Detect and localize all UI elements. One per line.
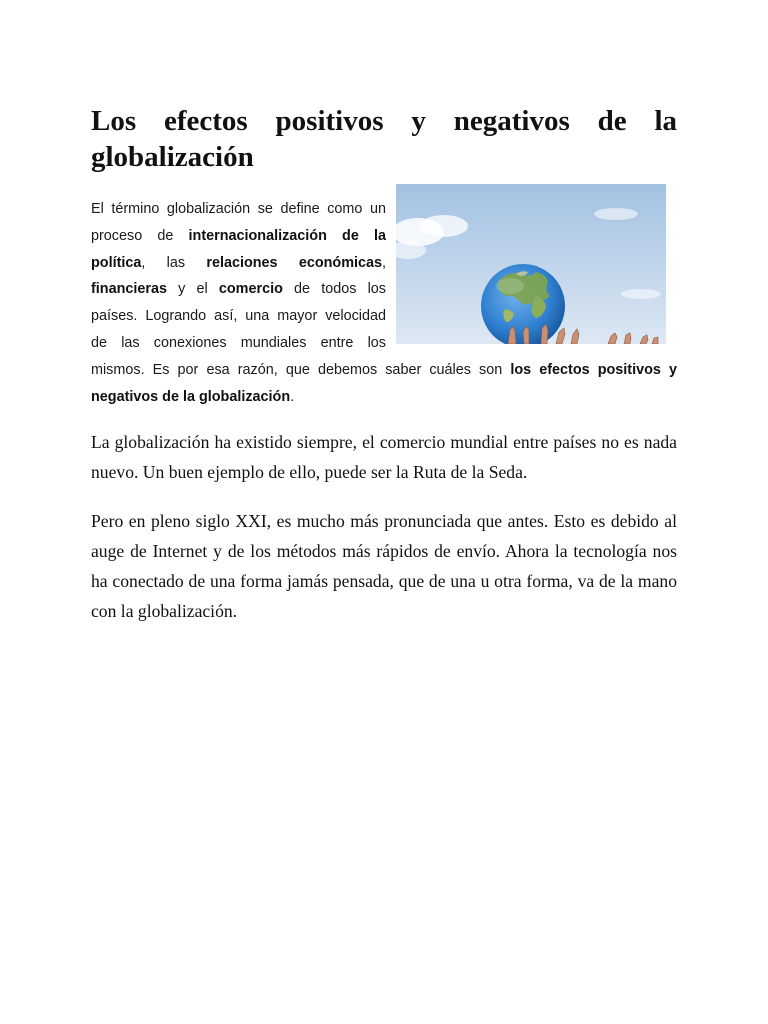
intro-text-4: y el — [167, 281, 219, 298]
intro-bold-5: los efectos positivos y negativos de la globalización — [91, 361, 677, 405]
intro-text-3: , — [382, 254, 387, 271]
intro-bold-3: financieras — [91, 281, 167, 298]
intro-text-2: , las — [141, 254, 207, 271]
body-paragraph-21st-century: Pero en pleno siglo XXI, es mucho más pronunciada que antes. Esto es debido al auge de Internet y de los métodos más rápidos de envío. Ahora la tecnología nos ha conectado de una forma jamás pensada, que de una u otra forma, va de la mano con la globalización. — [91, 511, 677, 621]
globe-image — [396, 184, 666, 344]
intro-text-6: . — [290, 388, 295, 405]
intro-text-1: El término globalización se define como un proceso de — [91, 201, 386, 244]
globe-held-by-hands-icon — [396, 184, 666, 344]
intro-text-5: de todos los países. Logrando así, una mayor velocidad de las conexiones mundiales entre los mismos. Es por esa razón, que debemos saber cuáles son — [91, 281, 511, 378]
body-paragraph-silk-road: La globalización ha existido siempre, el comercio mundial entre países no es nada nuevo. Un buen ejemplo de ello, puede ser la Ruta de la Seda. — [91, 432, 677, 482]
intro-bold-1: internacionalización de la política — [91, 227, 386, 271]
intro-bold-2: relaciones económicas — [206, 254, 383, 271]
intro-bold-4: comercio — [218, 281, 283, 298]
page-title: Los efectos positivos y negativos de la globalización — [91, 105, 677, 173]
intro-paragraph — [91, 196, 677, 410]
